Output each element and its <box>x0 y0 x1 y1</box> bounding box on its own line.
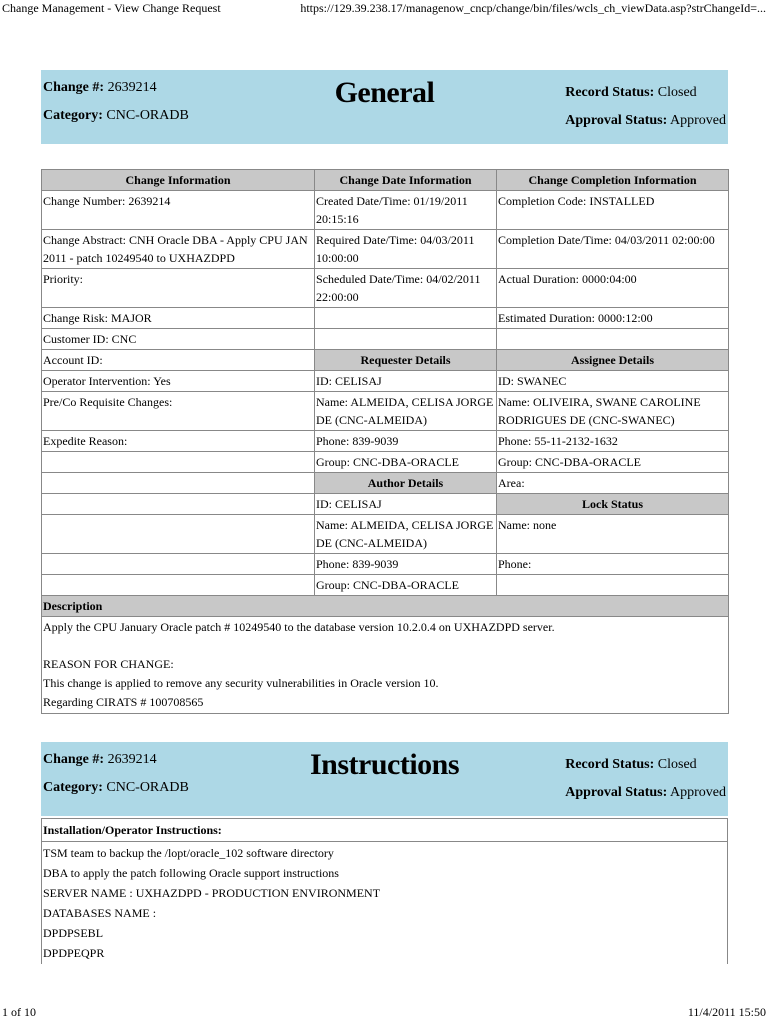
assignee-group-cell: Group: CNC-DBA-ORACLE <box>497 452 729 473</box>
requester-id-cell: ID: CELISAJ <box>315 371 497 392</box>
approval-status-value: Approved <box>670 785 726 800</box>
requester-name-cell: Name: ALMEIDA, CELISA JORGE DE (CNC-ALMEIDA) <box>315 392 497 431</box>
empty-cell <box>42 494 315 515</box>
instructions-header: Installation/Operator Instructions: <box>42 819 728 842</box>
instructions-body <box>42 842 728 965</box>
empty-cell <box>497 329 729 350</box>
instruction-line: DPDPEQPR <box>43 946 105 960</box>
header-author-details: Author Details <box>315 473 497 494</box>
instruction-line: DATABASES NAME : <box>43 906 157 920</box>
assignee-id-cell: ID: SWANEC <box>497 371 729 392</box>
change-number-cell: Change Number: 2639214 <box>42 191 315 230</box>
general-banner <box>41 70 728 144</box>
created-date-cell: Created Date/Time: 01/19/2011 20:15:16 <box>315 191 497 230</box>
description-line: Apply the CPU January Oracle patch # 10249540 to the database version 10.2.0.4 on UXHAZDPD server. <box>43 620 555 634</box>
print-page-title: Change Management - View Change Request <box>2 1 221 15</box>
empty-cell <box>42 452 315 473</box>
print-header <box>0 0 768 18</box>
description-line: This change is applied to remove any security vulnerabilities in Oracle version 10. <box>43 676 439 690</box>
header-change-information: Change Information <box>42 170 315 191</box>
description-line: REASON FOR CHANGE: <box>43 657 174 671</box>
change-abstract-cell: Change Abstract: CNH Oracle DBA - Apply CPU JAN 2011 - patch 10249540 to UXHAZDPD <box>42 230 315 269</box>
category-value: CNC-ORADB <box>106 108 189 123</box>
description-body <box>42 617 729 714</box>
empty-cell <box>497 575 729 596</box>
empty-cell <box>42 515 315 554</box>
record-status-label: Record Status: <box>565 85 655 100</box>
instruction-line: TSM team to backup the /lopt/oracle_102 software directory <box>43 846 334 860</box>
account-id-cell: Account ID: <box>42 350 315 371</box>
section-title-instructions: Instructions <box>309 748 460 781</box>
change-number-value: 2639214 <box>107 80 157 95</box>
expedite-reason-cell: Expedite Reason: <box>42 431 315 452</box>
customer-id-cell: Customer ID: CNC <box>42 329 315 350</box>
change-number-value: 2639214 <box>107 752 157 767</box>
section-title-general: General <box>334 76 435 109</box>
assignee-phone-cell: Phone: 55-11-2132-1632 <box>497 431 729 452</box>
record-status-value: Closed <box>657 85 697 100</box>
empty-cell <box>42 473 315 494</box>
banner-status-info <box>565 751 726 807</box>
empty-cell <box>315 308 497 329</box>
requester-phone-cell: Phone: 839-9039 <box>315 431 497 452</box>
lock-name-cell: Name: none <box>497 515 729 554</box>
actual-duration-cell: Actual Duration: 0000:04:00 <box>497 269 729 308</box>
category-label: Category: <box>43 108 103 123</box>
description-line: Regarding CIRATS # 100708565 <box>43 695 204 709</box>
change-details-table <box>41 169 729 714</box>
preco-requisite-cell: Pre/Co Requisite Changes: <box>42 392 315 431</box>
author-name-cell: Name: ALMEIDA, CELISA JORGE DE (CNC-ALMEIDA) <box>315 515 497 554</box>
header-change-completion: Change Completion Information <box>497 170 729 191</box>
assignee-area-cell: Area: <box>497 473 729 494</box>
approval-status-label: Approval Status: <box>565 113 668 128</box>
instructions-table <box>41 818 728 964</box>
operator-intervention-cell: Operator Intervention: Yes <box>42 371 315 392</box>
header-change-date: Change Date Information <box>315 170 497 191</box>
instruction-line: DPDPSEBL <box>43 926 104 940</box>
header-lock-status: Lock Status <box>497 494 729 515</box>
estimated-duration-cell: Estimated Duration: 0000:12:00 <box>497 308 729 329</box>
empty-cell <box>42 554 315 575</box>
record-status-label: Record Status: <box>565 757 655 772</box>
change-risk-cell: Change Risk: MAJOR <box>42 308 315 329</box>
instructions-banner <box>41 742 728 816</box>
instruction-line: SERVER NAME : UXHAZDPD - PRODUCTION ENVIRONMENT <box>43 886 381 900</box>
approval-status-label: Approval Status: <box>565 785 668 800</box>
instruction-line: DBA to apply the patch following Oracle support instructions <box>43 866 339 880</box>
requester-group-cell: Group: CNC-DBA-ORACLE <box>315 452 497 473</box>
banner-status-info <box>565 79 726 135</box>
completion-date-cell: Completion Date/Time: 04/03/2011 02:00:00 <box>497 230 729 269</box>
category-label: Category: <box>43 780 103 795</box>
page-counter: 1 of 10 <box>2 1005 36 1019</box>
scheduled-date-cell: Scheduled Date/Time: 04/02/2011 22:00:00 <box>315 269 497 308</box>
change-number-label: Change #: <box>43 752 105 767</box>
author-phone-cell: Phone: 839-9039 <box>315 554 497 575</box>
completion-code-cell: Completion Code: INSTALLED <box>497 191 729 230</box>
header-description: Description <box>42 596 729 617</box>
record-status-value: Closed <box>657 757 697 772</box>
empty-cell <box>42 575 315 596</box>
assignee-name-cell: Name: OLIVEIRA, SWANE CAROLINE RODRIGUES DE (CNC-SWANEC) <box>497 392 729 431</box>
print-footer <box>0 1005 768 1023</box>
category-value: CNC-ORADB <box>106 780 189 795</box>
author-id-cell: ID: CELISAJ <box>315 494 497 515</box>
priority-cell: Priority: <box>42 269 315 308</box>
author-group-cell: Group: CNC-DBA-ORACLE <box>315 575 497 596</box>
change-number-label: Change #: <box>43 80 105 95</box>
approval-status-value: Approved <box>670 113 726 128</box>
print-page-url: https://129.39.238.17/managenow_cncp/change/bin/files/wcls_ch_viewData.asp?strChangeId=... <box>300 1 766 15</box>
empty-cell <box>315 329 497 350</box>
lock-phone-cell: Phone: <box>497 554 729 575</box>
print-timestamp: 11/4/2011 15:50 <box>687 1005 766 1019</box>
header-requester-details: Requester Details <box>315 350 497 371</box>
required-date-cell: Required Date/Time: 04/03/2011 10:00:00 <box>315 230 497 269</box>
header-assignee-details: Assignee Details <box>497 350 729 371</box>
